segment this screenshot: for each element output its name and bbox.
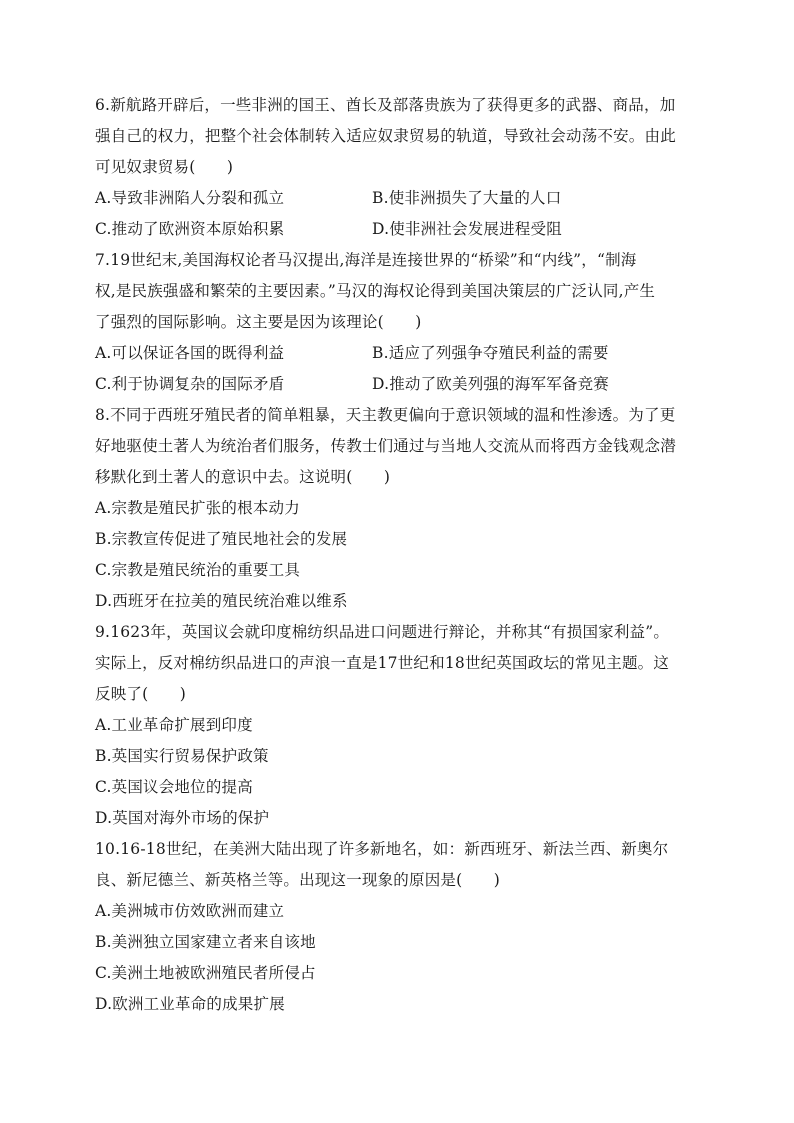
option-a[interactable]: A.美洲城市仿效欧洲而建立 bbox=[95, 902, 285, 920]
question-text-line: 权,是民族强盛和繁荣的主要因素。”马汉的海权论得到美国决策层的广泛认同,产生 bbox=[95, 282, 656, 300]
option-b[interactable]: B.适应了列强争夺殖民利益的需要 bbox=[372, 344, 609, 362]
question-text-line: 强自己的权力，把整个社会体制转入适应奴隶贸易的轨道，导致社会动荡不安。由此 bbox=[95, 127, 676, 145]
option-c[interactable]: C.英国议会地位的提高 bbox=[95, 778, 253, 796]
question-text-line: 10.16-18世纪，在美洲大陆出现了许多新地名，如：新西班牙、新法兰西、新奥尔 bbox=[95, 840, 669, 858]
question-list bbox=[95, 90, 695, 1020]
option-d[interactable]: D.使非洲社会发展进程受阻 bbox=[372, 220, 562, 238]
option-d[interactable]: D.西班牙在拉美的殖民统治难以维系 bbox=[95, 592, 348, 610]
option-b[interactable]: B.美洲独立国家建立者来自该地 bbox=[95, 933, 316, 951]
option-b[interactable]: B.英国实行贸易保护政策 bbox=[95, 747, 269, 765]
question-6 bbox=[95, 90, 695, 245]
question-text-line: 实际上，反对棉纺织品进口的声浪一直是17世纪和18世纪英国政坛的常见主题。这 bbox=[95, 654, 670, 672]
question-text-line: 6.新航路开辟后，一些非洲的国王、酋长及部落贵族为了获得更多的武器、商品，加 bbox=[95, 96, 676, 114]
option-c[interactable]: C.美洲土地被欧洲殖民者所侵占 bbox=[95, 964, 316, 982]
option-row bbox=[95, 183, 695, 214]
question-text-line: 反映了( ) bbox=[95, 685, 186, 703]
question-text-line: 良、新尼德兰、新英格兰等。出现这一现象的原因是( ) bbox=[95, 871, 500, 889]
option-d[interactable]: D.推动了欧美列强的海军军备竞赛 bbox=[372, 375, 610, 393]
question-text-line: 好地驱使土著人为统治者们服务，传教士们通过与当地人交流从而将西方金钱观念潜 bbox=[95, 437, 676, 455]
question-text-line: 9.1623年，英国议会就印度棉纺织品进口问题进行辩论，并称其“有损国家利益”。 bbox=[95, 623, 670, 641]
question-7 bbox=[95, 245, 695, 400]
question-8 bbox=[95, 400, 695, 617]
question-text-line: 移默化到土著人的意识中去。这说明( ) bbox=[95, 468, 391, 486]
question-text-line: 7.19世纪末,美国海权论者马汉提出,海洋是连接世界的“桥梁”和“内线”，“制海 bbox=[95, 251, 637, 269]
option-row bbox=[95, 369, 695, 400]
question-text-line: 可见奴隶贸易( ) bbox=[95, 158, 234, 176]
option-d[interactable]: D.欧洲工业革命的成果扩展 bbox=[95, 995, 285, 1013]
option-d[interactable]: D.英国对海外市场的保护 bbox=[95, 809, 270, 827]
option-a[interactable]: A.导致非洲陷人分裂和孤立 bbox=[95, 189, 285, 207]
option-a[interactable]: A.宗教是殖民扩张的根本动力 bbox=[95, 499, 300, 517]
option-c[interactable]: C.利于协调复杂的国际矛盾 bbox=[95, 375, 285, 393]
option-c[interactable]: C.推动了欧洲资本原始积累 bbox=[95, 220, 285, 238]
option-c[interactable]: C.宗教是殖民统治的重要工具 bbox=[95, 561, 301, 579]
option-row bbox=[95, 214, 695, 245]
question-text-line: 了强烈的国际影响。这主要是因为该理论( ) bbox=[95, 313, 422, 331]
option-a[interactable]: A.可以保证各国的既得利益 bbox=[95, 344, 285, 362]
question-text-line: 8.不同于西班牙殖民者的简单粗暴，天主教更偏向于意识领域的温和性渗透。为了更 bbox=[95, 406, 676, 424]
option-b[interactable]: B.宗教宣传促进了殖民地社会的发展 bbox=[95, 530, 348, 548]
question-10 bbox=[95, 834, 695, 1020]
question-9 bbox=[95, 617, 695, 834]
option-row bbox=[95, 338, 695, 369]
option-b[interactable]: B.使非洲损失了大量的人口 bbox=[372, 189, 562, 207]
option-a[interactable]: A.工业革命扩展到印度 bbox=[95, 716, 253, 734]
